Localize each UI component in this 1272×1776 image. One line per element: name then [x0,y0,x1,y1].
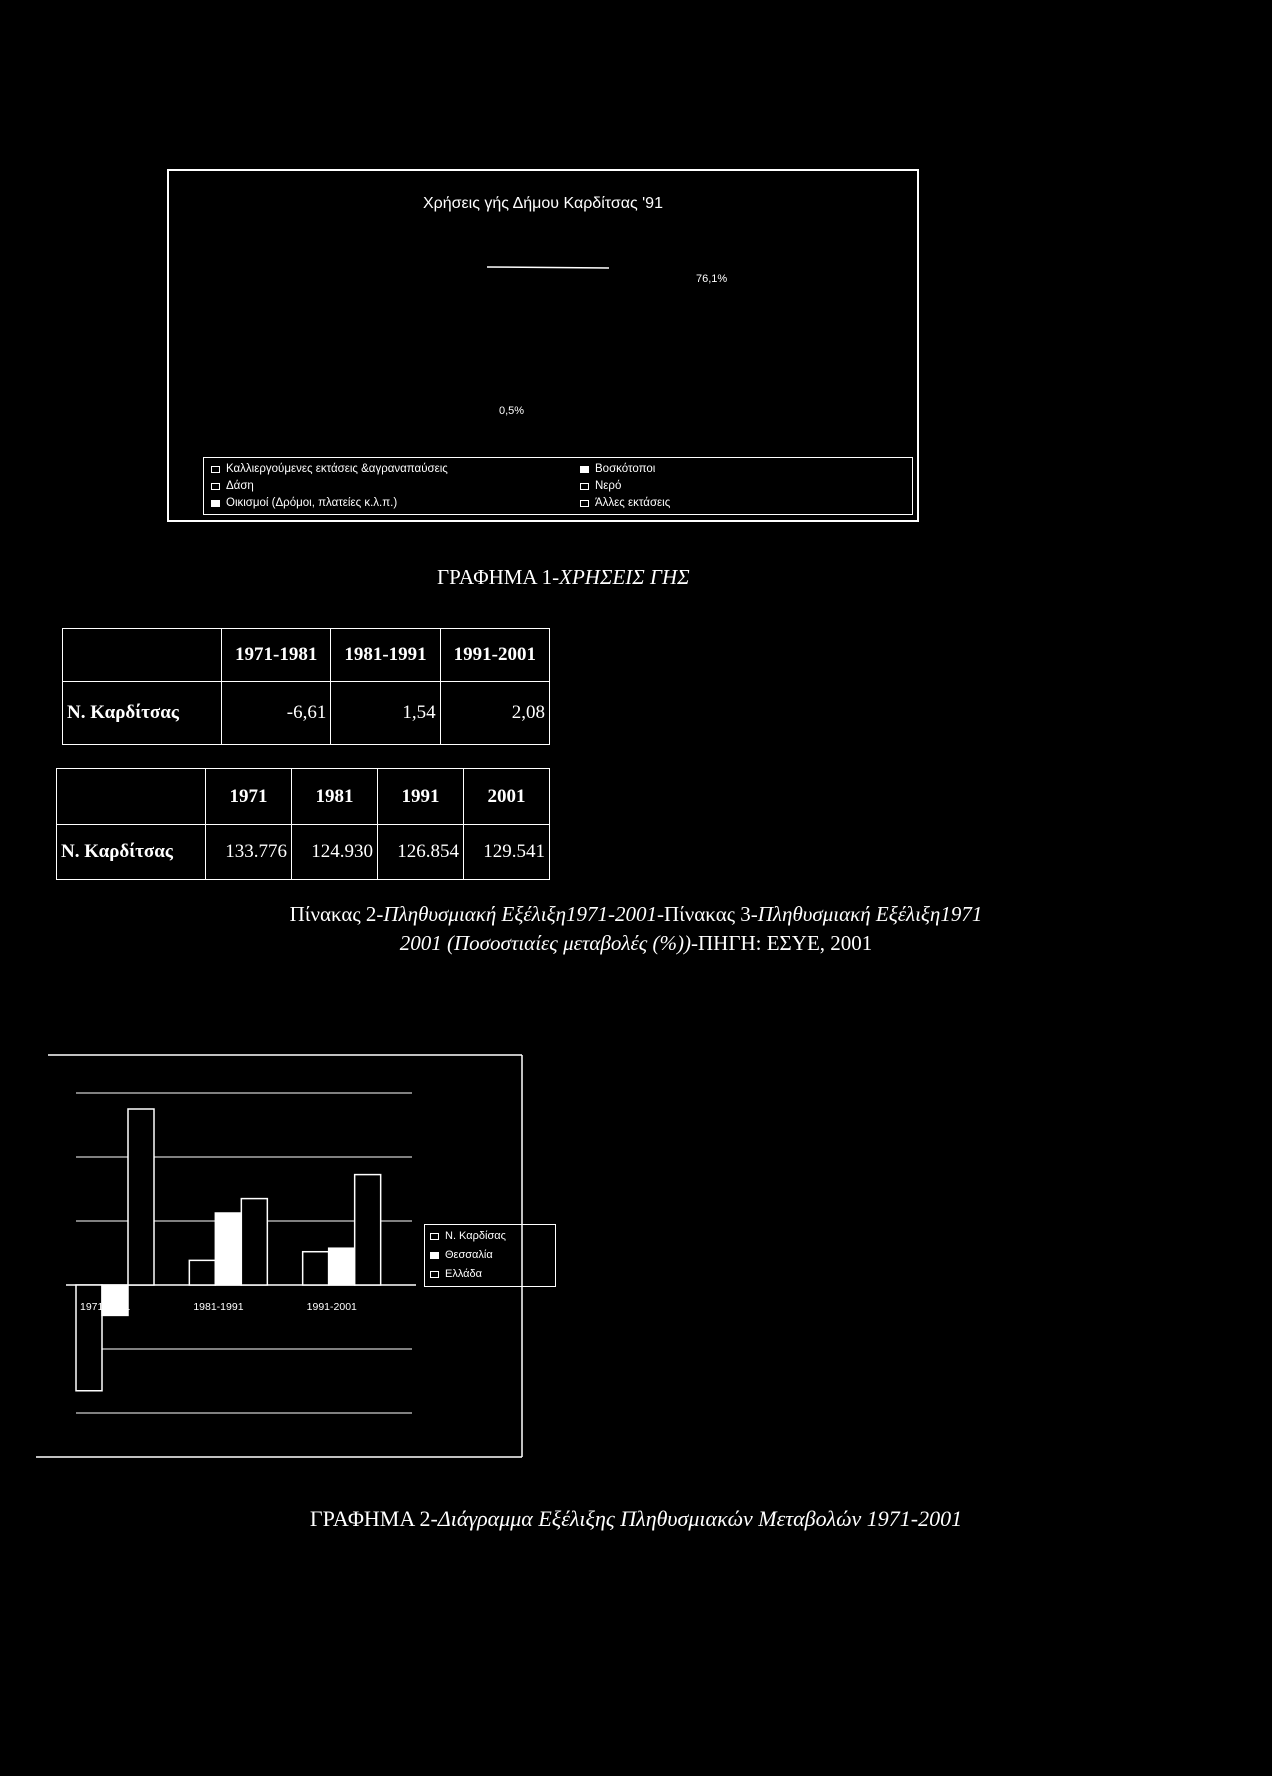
table-row [63,682,550,745]
bar [355,1175,381,1285]
table-row-label: Ν. Καρδίτσας [57,825,206,880]
pie-leader-line [487,267,609,268]
legend-label: Βοσκότοποι [595,463,656,475]
legend-label: Δάση [226,480,254,492]
land-use-chart [167,169,919,522]
pie-label-small: 0,5% [499,405,525,417]
caption-text: -ΠΗΓΗ: ΕΣΥΕ, 2001 [691,931,873,955]
table-cell: 1,54 [331,682,440,745]
table-corner-cell [57,769,206,825]
figure1-caption [437,565,690,590]
legend-label: Θεσσαλία [445,1249,493,1261]
bar [303,1252,329,1285]
legend-item [430,1230,506,1242]
bar [241,1199,267,1285]
legend-item [580,463,655,475]
caption-prefix: ΓΡΑΦΗΜΑ 2- [309,1506,438,1531]
table-cell: 133.776 [206,825,292,880]
legend-item [211,463,448,475]
legend-item [430,1268,482,1280]
caption-text: -Πίνακας 3- [657,902,758,926]
population-change-table [62,628,550,745]
table-row [57,825,550,880]
table-corner-cell [63,629,222,682]
pie-chart-area [169,171,917,451]
category-label: 1971-1981 [80,1301,131,1313]
bar [189,1260,215,1285]
legend-swatch [430,1271,439,1278]
legend-swatch [430,1252,439,1259]
tables-caption [0,900,1272,958]
caption-italic: Πληθυσμιακή Εξέλιξη1971-2001 [383,902,657,926]
legend-label: Οικισμοί (Δρόμοι, πλατείες κ.λ.π.) [226,497,398,509]
table-header-cell: 1981-1991 [331,629,440,682]
table-cell: -6,61 [222,682,331,745]
table-cell: 2,08 [440,682,549,745]
legend-item [211,497,397,509]
bar [128,1109,154,1285]
legend-label: Ν. Καρδίσας [445,1230,506,1242]
table-header-cell: 1981 [292,769,378,825]
bar [329,1248,355,1285]
legend-swatch-open [580,483,589,490]
chart-bars [76,1109,381,1391]
legend-label: Ελλάδα [445,1268,483,1280]
table-header-row [57,769,550,825]
caption-italic: Διάγραμμα Εξέλιξης Πληθυσμιακών Μεταβολών 1971-2001 [437,1506,963,1531]
legend-swatch-open [211,466,220,473]
legend-item [430,1249,493,1261]
population-change-bar-chart [36,1053,524,1459]
legend-swatch [430,1233,439,1240]
table-header-cell: 2001 [464,769,550,825]
legend-label: Καλλιεργούμενες εκτάσεις &αγραναπαύσεις [226,463,448,475]
chart-title: Χρήσεις γής Δήμου Καρδίτσας '91 [423,195,663,212]
legend-item [580,497,670,509]
legend-swatch-open [211,483,220,490]
legend-swatch-open [580,500,589,507]
caption-italic: 2001 (Ποσοστιαίες μεταβολές (%)) [399,931,692,955]
legend-swatch-filled [211,500,220,507]
caption-text: Πίνακας 2- [289,902,384,926]
population-table [56,768,550,880]
table-row-label: Ν. Καρδίτσας [63,682,222,745]
table-header-row [63,629,550,682]
table-cell: 129.541 [464,825,550,880]
figure2-caption [0,1506,1272,1532]
legend-item [580,480,621,492]
category-label: 1981-1991 [193,1301,244,1313]
bar [215,1213,241,1285]
table-header-cell: 1971 [206,769,292,825]
table-header-cell: 1991 [378,769,464,825]
caption-italic: Πληθυσμιακή Εξέλιξη1971 [757,902,983,926]
legend-label: Άλλες εκτάσεις [595,497,671,509]
legend-label: Νερό [595,480,622,492]
table-header-cell: 1971-1981 [222,629,331,682]
legend-item [211,480,254,492]
caption-line-1 [0,900,1272,929]
caption-line-2 [0,929,1272,958]
table-cell: 124.930 [292,825,378,880]
caption-italic: ΧΡΗΣΕΙΣ ΓΗΣ [559,565,690,589]
legend-swatch-filled [580,466,589,473]
pie-label-main: 76,1% [696,273,728,285]
bar-chart-legend [424,1224,556,1287]
table-cell: 126.854 [378,825,464,880]
pie-legend [203,457,913,515]
caption-prefix: ΓΡΑΦΗΜΑ 1- [437,565,560,589]
table-header-cell: 1991-2001 [440,629,549,682]
category-label: 1991-2001 [306,1301,357,1313]
